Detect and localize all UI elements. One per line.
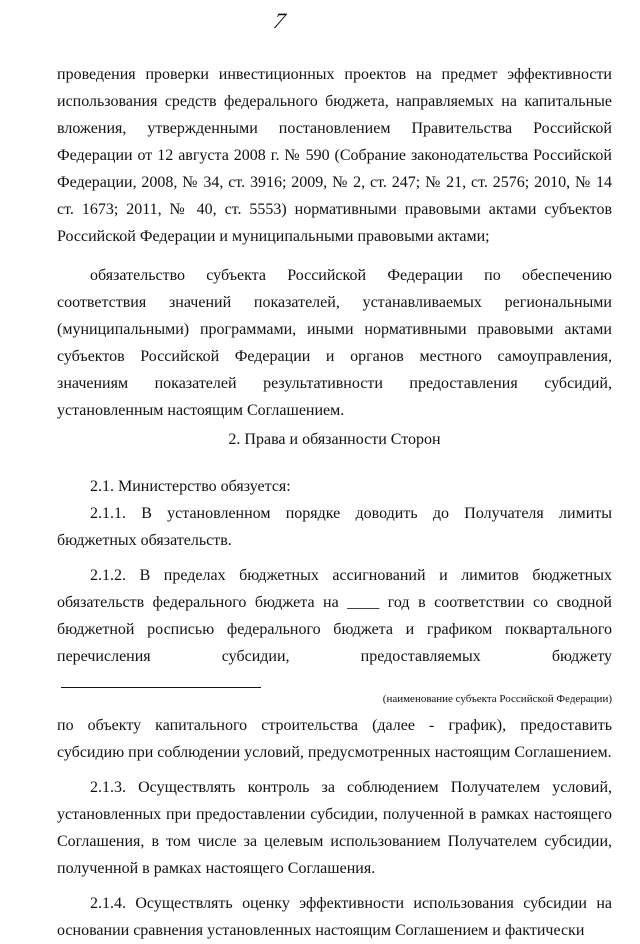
clause-2-1-2-text: 2.1.2. В пределах бюджетных ассигнований и лимитов бюджетных обязательств федерального бюджета на ____ год в соответствии со сводной бюджетной росписью федерального бюджета и графиком поквартального перечисления субсидии, предоставляемых бюджету [57,567,612,665]
clause-2-1-4: 2.1.4. Осуществлять оценку эффективности использования субсидии на основании сравнения установленных настоящим Соглашением и фактически [57,895,612,939]
clause-2-1-2 [57,562,612,697]
document-body [57,61,612,944]
field-caption: (наименование субъекта Российской Федерации) [382,693,612,705]
blank-line [61,673,261,688]
paragraph-continuation: проведения проверки инвестиционных проектов на предмет эффективности использования средств федерального бюджета, направляемых на капитальные вложения, утвержденными постановлением Правительства Российской Федерации от 12 августа 2008 г. № 590 (Собрание законодательства Российской Федерации, 2008, № 34, ст. 3916; 2009, № 2, ст. 247; № 21, ст. 2576; 2010, № 14 ст. 1673; 2011, № 40, ст. 5553) нормативными правовыми актами субъектов Российской Федерации и муниципальными правовыми актами; [57,66,612,245]
clause-2-1-1: 2.1.1. В установленном порядке доводить до Получателя лимиты бюджетных обязательств. [57,505,612,549]
paragraph-obligation: обязательство субъекта Российской Федерации по обеспечению соответствия значений показателей, устанавливаемых региональными (муниципальными) программами, иными нормативными правовыми актами субъектов Российской Федерации и органов местного самоуправления, значениям показателей результативности предоставления субсидий, установленным настоящим Соглашением. [57,267,612,419]
clause-2-1-2-continuation: по объекту капитального строительства (далее - график), предоставить субсидию при соблюдении условий, предусмотренных настоящим Соглашением. [57,717,612,761]
section-heading: 2. Права и обязанности Сторон [228,431,441,448]
clause-2-1: 2.1. Министерство обязуется: [90,478,291,495]
page-number: 7 [271,8,288,33]
clause-2-1-3: 2.1.3. Осуществлять контроль за соблюдением Получателем условий, установленных при предоставлении субсидии, полученной в рамках настоящего Соглашения, в том числе за целевым использованием Получателем субсидии, полученной в рамках настоящего Соглашения. [57,779,612,877]
